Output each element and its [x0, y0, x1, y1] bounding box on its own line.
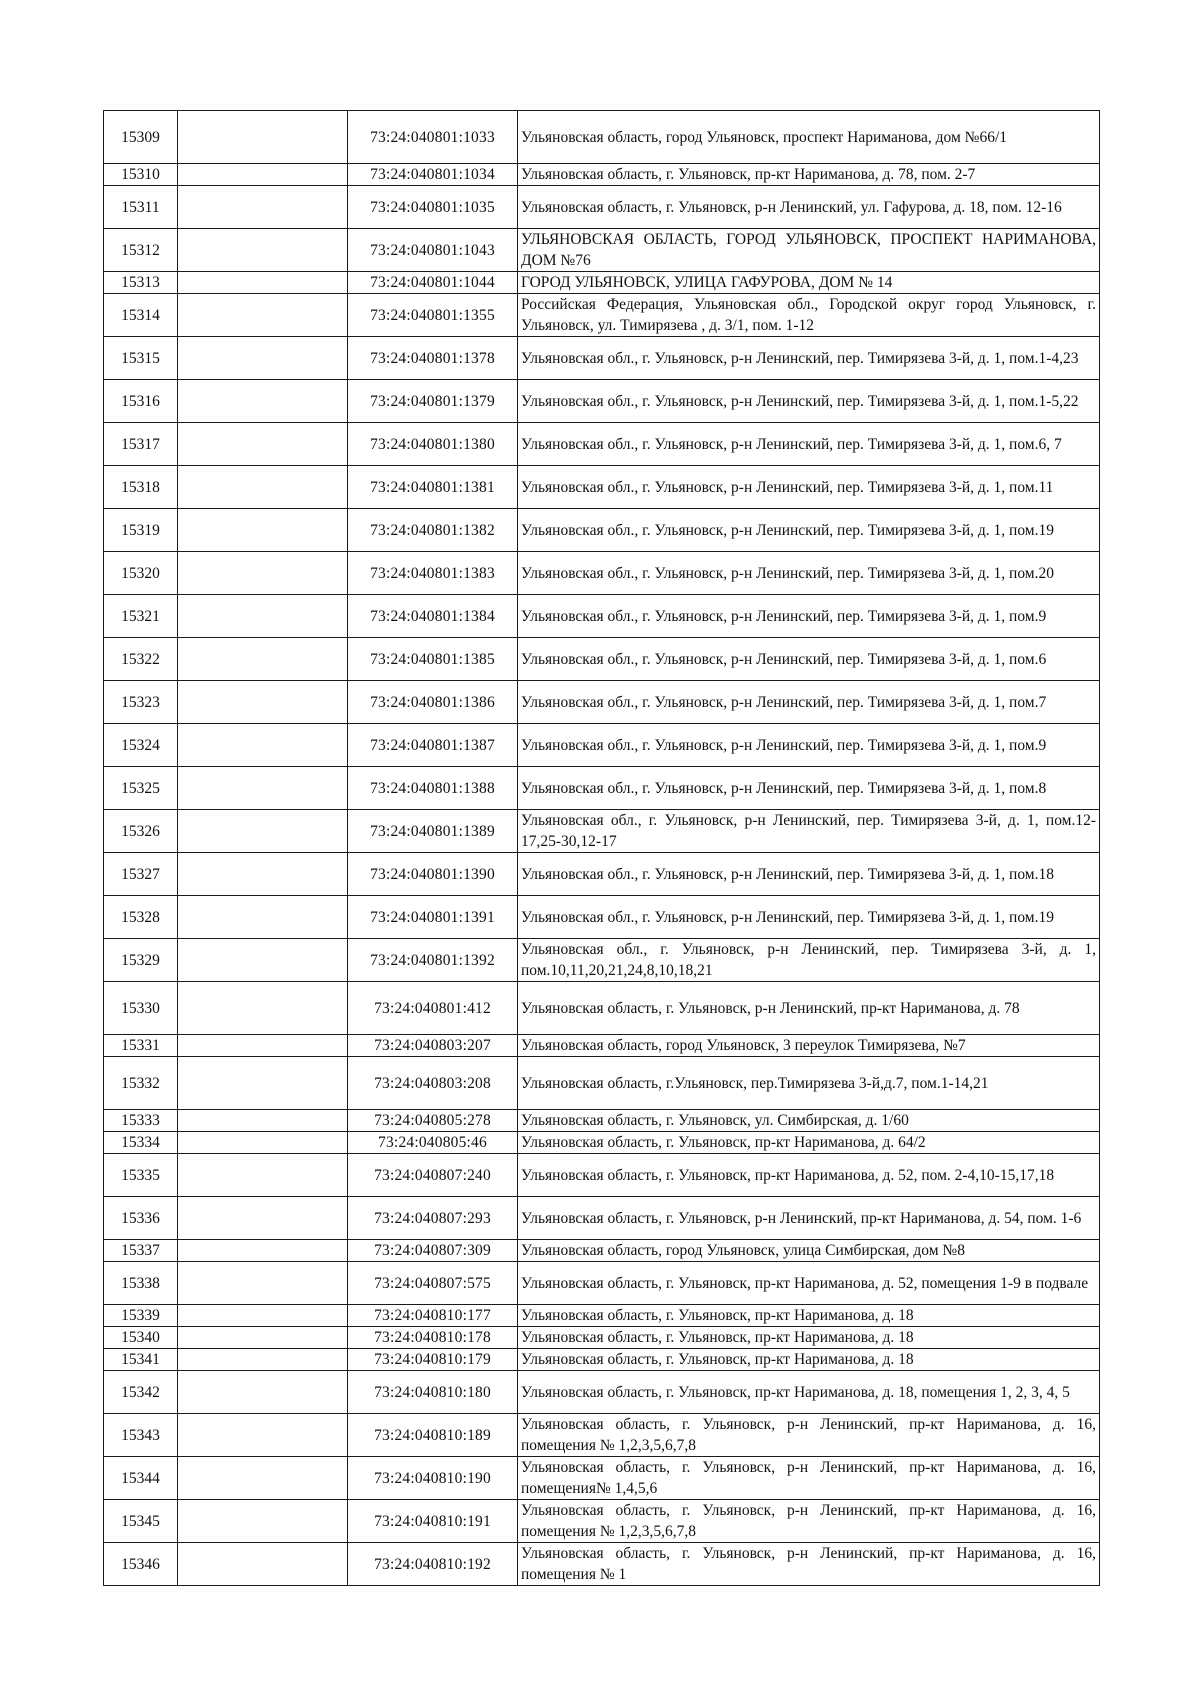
address-cell: Ульяновская обл., г. Ульяновск, р-н Ленинский, пер. Тимирязева 3-й, д. 1, пом.12-17,25-30,12-17 [518, 810, 1100, 853]
cadastral-number-cell: 73:24:040801:1386 [348, 681, 518, 724]
table-row [104, 1262, 1100, 1305]
cadastral-number-cell: 73:24:040810:178 [348, 1327, 518, 1349]
table-row [104, 1457, 1100, 1500]
empty-cell [178, 1414, 348, 1457]
empty-cell [178, 294, 348, 337]
row-number-cell: 15321 [104, 595, 178, 638]
cadastral-number-cell: 73:24:040801:1383 [348, 552, 518, 595]
cadastral-number-cell: 73:24:040801:1044 [348, 272, 518, 294]
cadastral-number-cell: 73:24:040801:412 [348, 982, 518, 1035]
address-cell: Ульяновская обл., г. Ульяновск, р-н Ленинский, пер. Тимирязева 3-й, д. 1, пом.11 [518, 466, 1100, 509]
row-number-cell: 15339 [104, 1305, 178, 1327]
address-cell: Ульяновская обл., г. Ульяновск, р-н Ленинский, пер. Тимирязева 3-й, д. 1, пом.7 [518, 681, 1100, 724]
table-row [104, 1240, 1100, 1262]
cadastral-number-cell: 73:24:040801:1382 [348, 509, 518, 552]
table-row [104, 681, 1100, 724]
address-cell: Ульяновская обл., г. Ульяновск, р-н Ленинский, пер. Тимирязева 3-й, д. 1, пом.9 [518, 724, 1100, 767]
table-row [104, 272, 1100, 294]
cadastral-number-cell: 73:24:040801:1033 [348, 111, 518, 164]
table-row [104, 466, 1100, 509]
empty-cell [178, 1154, 348, 1197]
row-number-cell: 15334 [104, 1132, 178, 1154]
cadastral-number-cell: 73:24:040807:293 [348, 1197, 518, 1240]
empty-cell [178, 111, 348, 164]
row-number-cell: 15340 [104, 1327, 178, 1349]
empty-cell [178, 681, 348, 724]
table-row [104, 810, 1100, 853]
row-number-cell: 15332 [104, 1057, 178, 1110]
cadastral-number-cell: 73:24:040801:1387 [348, 724, 518, 767]
table-row [104, 1414, 1100, 1457]
empty-cell [178, 1240, 348, 1262]
cadastral-number-cell: 73:24:040805:278 [348, 1110, 518, 1132]
table-row [104, 1110, 1100, 1132]
address-cell: УЛЬЯНОВСКАЯ ОБЛАСТЬ, ГОРОД УЛЬЯНОВСК, ПРОСПЕКТ НАРИМАНОВА, ДОМ №76 [518, 229, 1100, 272]
empty-cell [178, 767, 348, 810]
empty-cell [178, 1457, 348, 1500]
row-number-cell: 15346 [104, 1543, 178, 1586]
row-number-cell: 15327 [104, 853, 178, 896]
cadastral-number-cell: 73:24:040807:575 [348, 1262, 518, 1305]
cadastral-number-cell: 73:24:040801:1389 [348, 810, 518, 853]
address-cell: Ульяновская область, г. Ульяновск, р-н Ленинский, пр-кт Нариманова, д. 16, помещения № 1,2,3,5,6,7,8 [518, 1414, 1100, 1457]
empty-cell [178, 380, 348, 423]
empty-cell [178, 423, 348, 466]
address-cell: Ульяновская область, г. Ульяновск, пр-кт Нариманова, д. 52, пом. 2-4,10-15,17,18 [518, 1154, 1100, 1197]
empty-cell [178, 1197, 348, 1240]
address-cell: Ульяновская область, г. Ульяновск, р-н Ленинский, ул. Гафурова, д. 18, пом. 12-16 [518, 186, 1100, 229]
empty-cell [178, 337, 348, 380]
table-row [104, 164, 1100, 186]
row-number-cell: 15328 [104, 896, 178, 939]
empty-cell [178, 1305, 348, 1327]
cadastral-number-cell: 73:24:040803:208 [348, 1057, 518, 1110]
cadastral-number-cell: 73:24:040810:180 [348, 1371, 518, 1414]
table-row [104, 982, 1100, 1035]
cadastral-number-cell: 73:24:040801:1392 [348, 939, 518, 982]
empty-cell [178, 1132, 348, 1154]
cadastral-number-cell: 73:24:040801:1034 [348, 164, 518, 186]
address-cell: Ульяновская обл., г. Ульяновск, р-н Ленинский, пер. Тимирязева 3-й, д. 1, пом.6 [518, 638, 1100, 681]
table-row [104, 1371, 1100, 1414]
cadastral-number-cell: 73:24:040810:191 [348, 1500, 518, 1543]
address-cell: ГОРОД УЛЬЯНОВСК, УЛИЦА ГАФУРОВА, ДОМ № 14 [518, 272, 1100, 294]
table-row [104, 294, 1100, 337]
cadastral-number-cell: 73:24:040810:177 [348, 1305, 518, 1327]
empty-cell [178, 853, 348, 896]
empty-cell [178, 509, 348, 552]
row-number-cell: 15322 [104, 638, 178, 681]
table-row [104, 509, 1100, 552]
row-number-cell: 15315 [104, 337, 178, 380]
empty-cell [178, 1371, 348, 1414]
table-row [104, 1197, 1100, 1240]
address-cell: Ульяновская обл., г. Ульяновск, р-н Ленинский, пер. Тимирязева 3-й, д. 1, пом.8 [518, 767, 1100, 810]
address-cell: Ульяновская область, г. Ульяновск, р-н Ленинский, пр-кт Нариманова, д. 78 [518, 982, 1100, 1035]
row-number-cell: 15326 [104, 810, 178, 853]
cadastral-number-cell: 73:24:040801:1391 [348, 896, 518, 939]
address-cell: Ульяновская обл., г. Ульяновск, р-н Ленинский, пер. Тимирязева 3-й, д. 1, пом.19 [518, 896, 1100, 939]
table-row [104, 1035, 1100, 1057]
address-cell: Ульяновская область, г.Ульяновск, пер.Тимирязева 3-й,д.7, пом.1-14,21 [518, 1057, 1100, 1110]
empty-cell [178, 638, 348, 681]
row-number-cell: 15345 [104, 1500, 178, 1543]
row-number-cell: 15329 [104, 939, 178, 982]
address-cell: Российская Федерация, Ульяновская обл., Городской округ город Ульяновск, г. Ульяновск, ул. Тимирязева , д. 3/1, пом. 1-12 [518, 294, 1100, 337]
address-cell: Ульяновская обл., г. Ульяновск, р-н Ленинский, пер. Тимирязева 3-й, д. 1, пом.10,11,20,21,24,8,10,18,21 [518, 939, 1100, 982]
cadastral-number-cell: 73:24:040801:1385 [348, 638, 518, 681]
table-row [104, 423, 1100, 466]
empty-cell [178, 939, 348, 982]
address-cell: Ульяновская область, г. Ульяновск, пр-кт Нариманова, д. 18, помещения 1, 2, 3, 4, 5 [518, 1371, 1100, 1414]
table-row [104, 337, 1100, 380]
cadastral-number-cell: 73:24:040801:1384 [348, 595, 518, 638]
table-row [104, 111, 1100, 164]
address-cell: Ульяновская область, г. Ульяновск, р-н Ленинский, пр-кт Нариманова, д. 16, помещения № 1 [518, 1543, 1100, 1586]
row-number-cell: 15343 [104, 1414, 178, 1457]
empty-cell [178, 466, 348, 509]
row-number-cell: 15325 [104, 767, 178, 810]
address-cell: Ульяновская обл., г. Ульяновск, р-н Ленинский, пер. Тимирязева 3-й, д. 1, пом.9 [518, 595, 1100, 638]
row-number-cell: 15318 [104, 466, 178, 509]
address-cell: Ульяновская область, город Ульяновск, 3 переулок Тимирязева, №7 [518, 1035, 1100, 1057]
address-cell: Ульяновская область, г. Ульяновск, пр-кт Нариманова, д. 18 [518, 1349, 1100, 1371]
table-row [104, 853, 1100, 896]
table-row [104, 1154, 1100, 1197]
row-number-cell: 15338 [104, 1262, 178, 1305]
table-row [104, 896, 1100, 939]
cadastral-number-cell: 73:24:040807:240 [348, 1154, 518, 1197]
address-cell: Ульяновская обл., г. Ульяновск, р-н Ленинский, пер. Тимирязева 3-й, д. 1, пом.18 [518, 853, 1100, 896]
row-number-cell: 15317 [104, 423, 178, 466]
cadastral-number-cell: 73:24:040803:207 [348, 1035, 518, 1057]
table-row [104, 724, 1100, 767]
cadastral-number-cell: 73:24:040807:309 [348, 1240, 518, 1262]
row-number-cell: 15320 [104, 552, 178, 595]
row-number-cell: 15331 [104, 1035, 178, 1057]
table-row [104, 1305, 1100, 1327]
table-row [104, 767, 1100, 810]
cadastral-number-cell: 73:24:040810:190 [348, 1457, 518, 1500]
address-cell: Ульяновская область, г. Ульяновск, р-н Ленинский, пр-кт Нариманова, д. 54, пом. 1-6 [518, 1197, 1100, 1240]
table-row [104, 595, 1100, 638]
empty-cell [178, 982, 348, 1035]
empty-cell [178, 1327, 348, 1349]
cadastral-number-cell: 73:24:040801:1043 [348, 229, 518, 272]
empty-cell [178, 1262, 348, 1305]
cadastral-number-cell: 73:24:040801:1390 [348, 853, 518, 896]
empty-cell [178, 810, 348, 853]
empty-cell [178, 164, 348, 186]
address-cell: Ульяновская область, г. Ульяновск, пр-кт Нариманова, д. 18 [518, 1327, 1100, 1349]
row-number-cell: 15310 [104, 164, 178, 186]
row-number-cell: 15312 [104, 229, 178, 272]
address-cell: Ульяновская область, г. Ульяновск, пр-кт Нариманова, д. 78, пом. 2-7 [518, 164, 1100, 186]
table-row [104, 1349, 1100, 1371]
empty-cell [178, 272, 348, 294]
address-cell: Ульяновская область, город Ульяновск, проспект Нариманова, дом №66/1 [518, 111, 1100, 164]
address-cell: Ульяновская обл., г. Ульяновск, р-н Ленинский, пер. Тимирязева 3-й, д. 1, пом.6, 7 [518, 423, 1100, 466]
cadastral-number-cell: 73:24:040810:189 [348, 1414, 518, 1457]
row-number-cell: 15344 [104, 1457, 178, 1500]
row-number-cell: 15337 [104, 1240, 178, 1262]
empty-cell [178, 1057, 348, 1110]
empty-cell [178, 186, 348, 229]
table-row [104, 1327, 1100, 1349]
table-row [104, 380, 1100, 423]
address-cell: Ульяновская область, г. Ульяновск, р-н Ленинский, пр-кт Нариманова, д. 16, помещения № 1,2,3,5,6,7,8 [518, 1500, 1100, 1543]
table-row [104, 229, 1100, 272]
empty-cell [178, 1543, 348, 1586]
cadastral-number-cell: 73:24:040801:1388 [348, 767, 518, 810]
table-row [104, 186, 1100, 229]
cadastral-number-cell: 73:24:040805:46 [348, 1132, 518, 1154]
empty-cell [178, 1349, 348, 1371]
address-cell: Ульяновская область, город Ульяновск, улица Симбирская, дом №8 [518, 1240, 1100, 1262]
table-row [104, 1500, 1100, 1543]
empty-cell [178, 229, 348, 272]
cadastral-number-cell: 73:24:040810:179 [348, 1349, 518, 1371]
address-cell: Ульяновская область, г. Ульяновск, р-н Ленинский, пр-кт Нариманова, д. 16, помещения№ 1,4,5,6 [518, 1457, 1100, 1500]
empty-cell [178, 1035, 348, 1057]
table-row [104, 638, 1100, 681]
empty-cell [178, 1500, 348, 1543]
cadastral-number-cell: 73:24:040801:1035 [348, 186, 518, 229]
row-number-cell: 15314 [104, 294, 178, 337]
row-number-cell: 15309 [104, 111, 178, 164]
table-row [104, 939, 1100, 982]
row-number-cell: 15311 [104, 186, 178, 229]
cadastral-number-cell: 73:24:040801:1379 [348, 380, 518, 423]
row-number-cell: 15324 [104, 724, 178, 767]
address-cell: Ульяновская обл., г. Ульяновск, р-н Ленинский, пер. Тимирязева 3-й, д. 1, пом.20 [518, 552, 1100, 595]
address-cell: Ульяновская область, г. Ульяновск, пр-кт Нариманова, д. 64/2 [518, 1132, 1100, 1154]
address-cell: Ульяновская обл., г. Ульяновск, р-н Ленинский, пер. Тимирязева 3-й, д. 1, пом.19 [518, 509, 1100, 552]
cadastral-number-cell: 73:24:040810:192 [348, 1543, 518, 1586]
address-cell: Ульяновская обл., г. Ульяновск, р-н Ленинский, пер. Тимирязева 3-й, д. 1, пом.1-4,23 [518, 337, 1100, 380]
cadastral-number-cell: 73:24:040801:1355 [348, 294, 518, 337]
row-number-cell: 15313 [104, 272, 178, 294]
row-number-cell: 15330 [104, 982, 178, 1035]
row-number-cell: 15333 [104, 1110, 178, 1132]
row-number-cell: 15341 [104, 1349, 178, 1371]
cadastral-number-cell: 73:24:040801:1380 [348, 423, 518, 466]
empty-cell [178, 724, 348, 767]
row-number-cell: 15319 [104, 509, 178, 552]
row-number-cell: 15316 [104, 380, 178, 423]
table-row [104, 1543, 1100, 1586]
table-row [104, 552, 1100, 595]
row-number-cell: 15323 [104, 681, 178, 724]
address-cell: Ульяновская обл., г. Ульяновск, р-н Ленинский, пер. Тимирязева 3-й, д. 1, пом.1-5,22 [518, 380, 1100, 423]
cadastral-number-cell: 73:24:040801:1381 [348, 466, 518, 509]
empty-cell [178, 1110, 348, 1132]
row-number-cell: 15336 [104, 1197, 178, 1240]
row-number-cell: 15335 [104, 1154, 178, 1197]
empty-cell [178, 896, 348, 939]
empty-cell [178, 552, 348, 595]
address-cell: Ульяновская область, г. Ульяновск, пр-кт Нариманова, д. 52, помещения 1-9 в подвале [518, 1262, 1100, 1305]
property-register-table [103, 110, 1100, 1586]
row-number-cell: 15342 [104, 1371, 178, 1414]
table-row [104, 1132, 1100, 1154]
empty-cell [178, 595, 348, 638]
table-row [104, 1057, 1100, 1110]
address-cell: Ульяновская область, г. Ульяновск, ул. Симбирская, д. 1/60 [518, 1110, 1100, 1132]
table-body [104, 111, 1100, 1586]
cadastral-number-cell: 73:24:040801:1378 [348, 337, 518, 380]
address-cell: Ульяновская область, г. Ульяновск, пр-кт Нариманова, д. 18 [518, 1305, 1100, 1327]
